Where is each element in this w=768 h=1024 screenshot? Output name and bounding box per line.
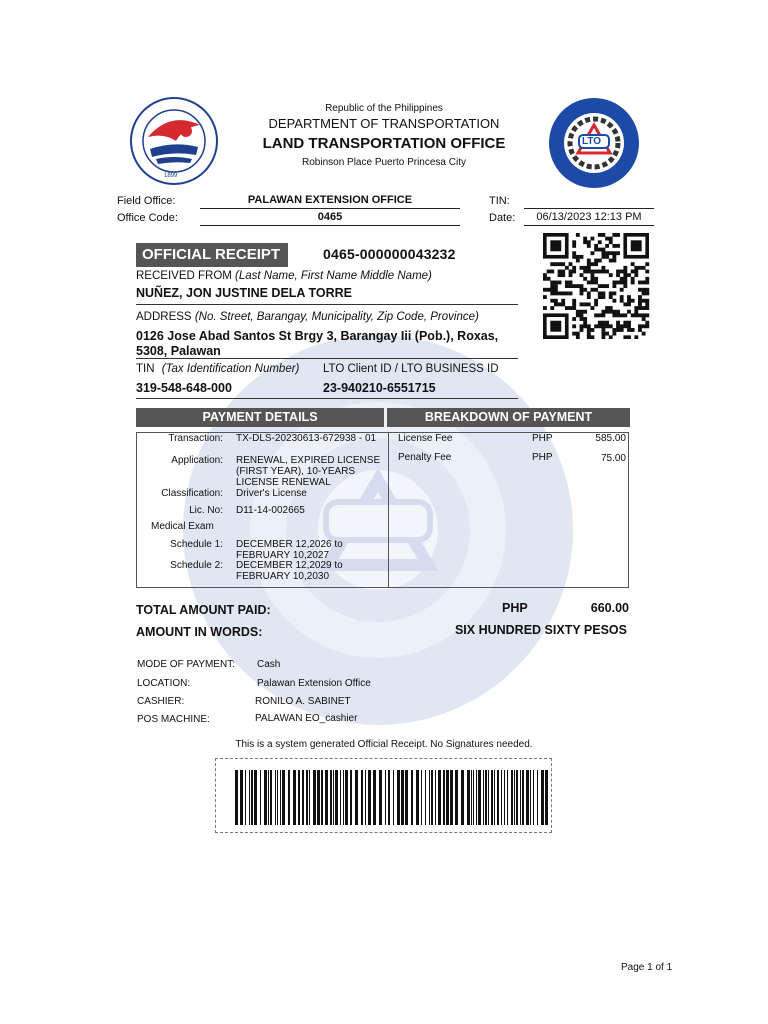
total-label: TOTAL AMOUNT PAID: xyxy=(136,603,271,617)
official-receipt-title: OFFICIAL RECEIPT xyxy=(136,243,288,267)
tin-label: TIN: xyxy=(489,195,510,207)
detail-label-application: Application: xyxy=(171,455,223,466)
department-line: DEPARTMENT OF TRANSPORTATION xyxy=(268,116,500,131)
barcode-box xyxy=(215,758,552,833)
detail-value-application: RENEWAL, EXPIRED LICENSE (FIRST YEAR), 10-YEARS LICENSE RENEWAL xyxy=(236,455,381,488)
pos-value: PALAWAN EO_cashier xyxy=(255,713,358,724)
page-current: 1 xyxy=(647,962,653,973)
fee-name-penalty: Penalty Fee xyxy=(398,452,452,463)
received-from-label xyxy=(136,270,432,282)
address-line-1: 0126 Jose Abad Santos St Brgy 3, Barangay Iii (Pob.), Roxas, xyxy=(136,329,499,343)
office-location: Robinson Place Puerto Princesa City xyxy=(302,157,466,168)
page-label: Page xyxy=(621,962,645,973)
payer-name: NUÑEZ, JON JUSTINE DELA TORRE xyxy=(136,286,352,300)
address-hint: (No. Street, Barangay, Municipality, Zip Code, Province) xyxy=(194,311,479,323)
detail-label-transaction: Transaction: xyxy=(168,433,223,444)
fee-amount-penalty: 75.00 xyxy=(600,453,626,464)
breakdown-header: BREAKDOWN OF PAYMENT xyxy=(387,408,630,427)
detail-value-transaction: TX-DLS-20230613-672938 - 01 xyxy=(236,433,377,444)
seal-lto-label: LTO xyxy=(582,136,602,147)
divider xyxy=(136,304,518,305)
tin-section-label xyxy=(136,363,299,375)
mode-label: MODE OF PAYMENT: xyxy=(137,659,235,670)
address-text: ADDRESS xyxy=(136,311,192,323)
pos-label: POS MACHINE: xyxy=(137,714,210,725)
divider xyxy=(136,398,518,399)
location-value: Palawan Extension Office xyxy=(257,678,371,689)
total-currency: PHP xyxy=(502,601,528,615)
date-label: Date: xyxy=(489,212,516,224)
received-from-text: RECEIVED FROM xyxy=(136,270,232,282)
detail-value-schedule1: DECEMBER 12,2026 to FEBRUARY 10,2027 xyxy=(236,539,343,561)
receipt-number: 0465-000000043232 xyxy=(323,246,456,262)
detail-label-medical: Medical Exam xyxy=(151,521,214,532)
amount-words-value: SIX HUNDRED SIXTY PESOS xyxy=(454,623,627,637)
date-value: 06/13/2023 12:13 PM xyxy=(524,211,654,226)
payment-details-header: PAYMENT DETAILS xyxy=(136,408,384,427)
fee-currency-penalty: PHP xyxy=(532,452,553,463)
page-of: of xyxy=(655,962,664,973)
received-from-hint: (Last Name, First Name Middle Name) xyxy=(235,270,432,282)
total-amount: 660.00 xyxy=(590,601,629,615)
detail-label-classification: Classification: xyxy=(161,488,223,499)
location-label: LOCATION: xyxy=(137,678,191,689)
detail-value-schedule2: DECEMBER 12,2029 to FEBRUARY 10,2030 xyxy=(236,560,343,582)
payment-divider xyxy=(388,432,389,588)
tin-value xyxy=(524,194,654,209)
fee-name-license: License Fee xyxy=(398,433,453,444)
seal-year: 1899 xyxy=(164,173,178,179)
qr-code xyxy=(543,233,656,339)
payer-tin: 319-548-648-000 xyxy=(136,381,232,395)
fee-amount-license: 585.00 xyxy=(595,433,626,444)
detail-label-license: Lic. No: xyxy=(189,505,223,516)
client-id: 23-940210-6551715 xyxy=(323,381,436,395)
field-office-value: PALAWAN EXTENSION OFFICE xyxy=(200,194,460,209)
page-total: 1 xyxy=(666,962,673,973)
amount-words-label: AMOUNT IN WORDS: xyxy=(136,625,263,639)
client-id-label: LTO Client ID / LTO BUSINESS ID xyxy=(323,363,499,375)
address-label xyxy=(136,311,479,323)
detail-value-license: D11-14-002665 xyxy=(236,505,305,516)
cashier-value: RONILO A. SABINET xyxy=(255,696,351,707)
tin-text: TIN xyxy=(136,363,155,375)
page-indicator xyxy=(621,962,672,973)
detail-label-schedule1: Schedule 1: xyxy=(170,539,223,550)
mode-value: Cash xyxy=(257,659,281,670)
republic-line: Republic of the Philippines xyxy=(325,103,443,114)
office-code-label: Office Code: xyxy=(117,212,178,224)
divider xyxy=(136,358,518,359)
tin-hint: (Tax Identification Number) xyxy=(161,363,300,375)
fee-currency-license: PHP xyxy=(532,433,553,444)
office-title: LAND TRANSPORTATION OFFICE xyxy=(262,135,506,152)
office-code-value: 0465 xyxy=(200,211,460,226)
detail-label-schedule2: Schedule 2: xyxy=(170,560,223,571)
system-note: This is a system generated Official Receipt. No Signatures needed. xyxy=(235,739,533,750)
field-office-label: Field Office: xyxy=(117,195,176,207)
cashier-label: CASHIER: xyxy=(137,696,185,707)
barcode xyxy=(235,770,552,825)
detail-value-classification: Driver's License xyxy=(236,488,307,499)
address-line-2: 5308, Palawan xyxy=(136,344,221,358)
